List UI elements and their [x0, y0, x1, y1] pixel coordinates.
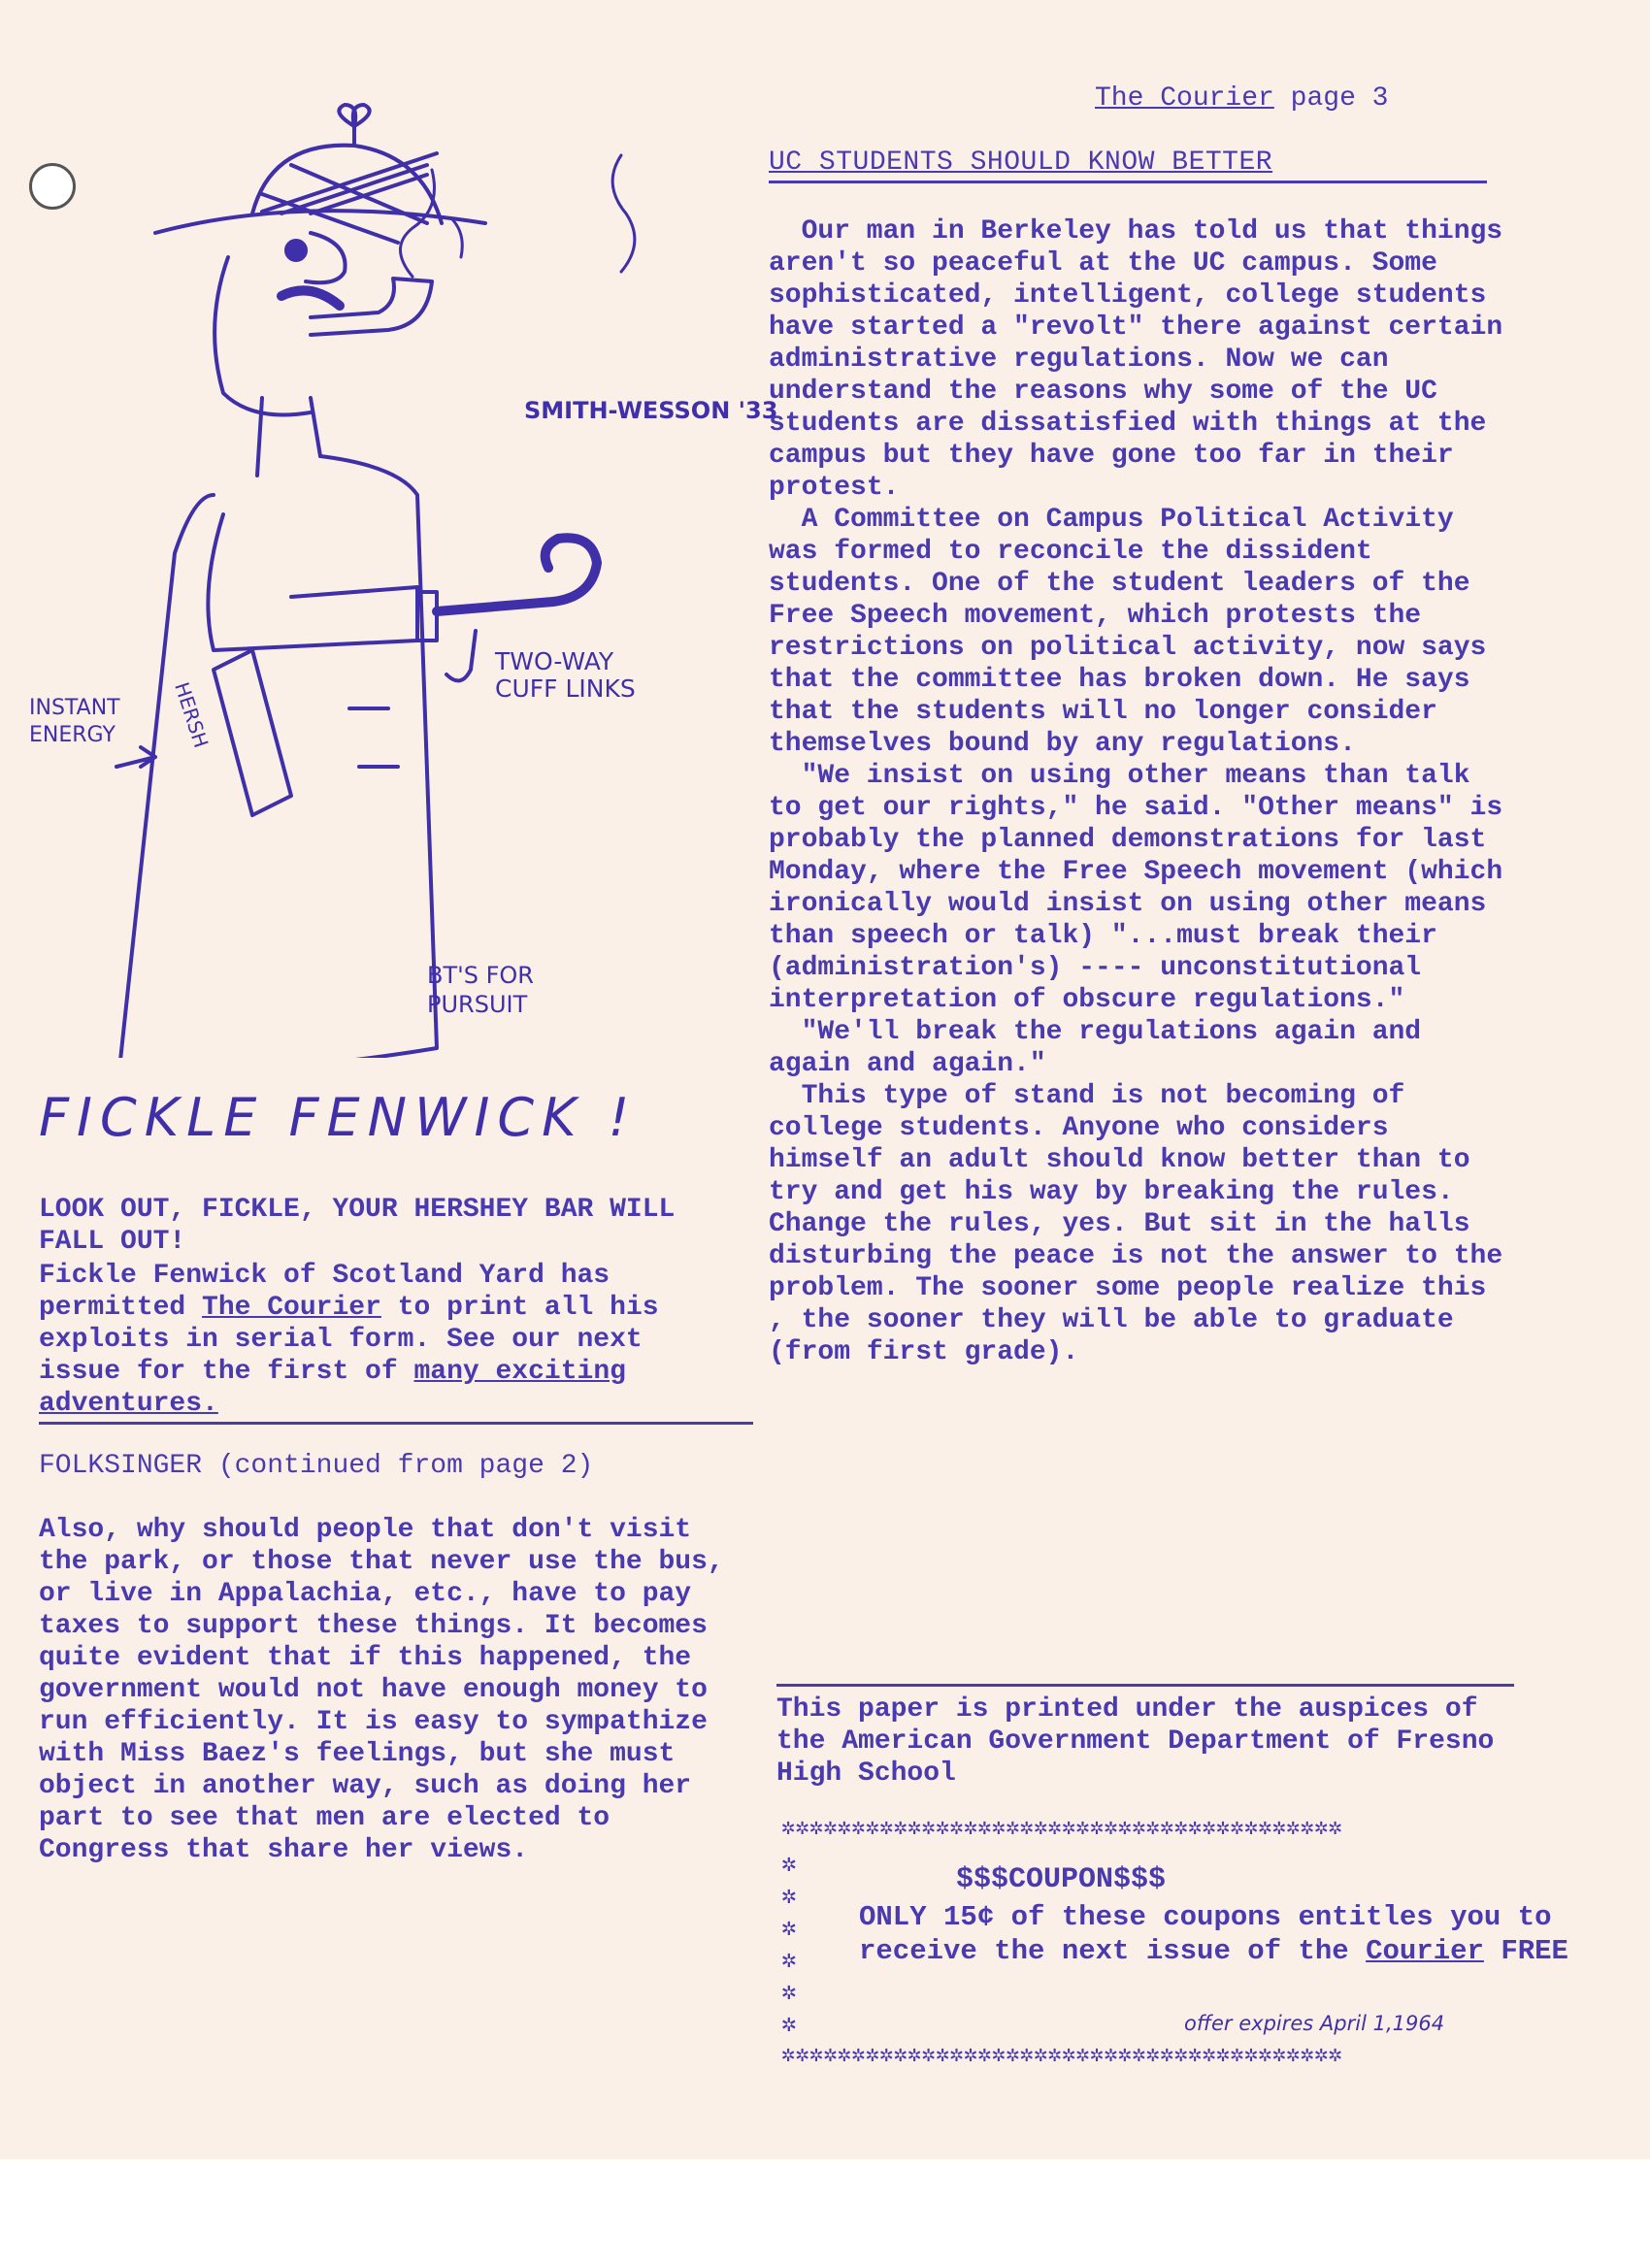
paper-title: The Courier [1095, 83, 1274, 114]
fenwick-warning: LOOK OUT, FICKLE, YOUR HERSHEY BAR WILL FALL OUT! [39, 1195, 676, 1257]
article-paragraph: "We'll break the regulations again and again and again." [769, 1017, 1422, 1079]
coupon-border-bottom: ✲✲✲✲✲✲✲✲✲✲✲✲✲✲✲✲✲✲✲✲✲✲✲✲✲✲✲✲✲✲✲✲✲✲✲✲✲✲✲✲ [781, 2043, 1342, 2069]
article-paragraph: Our man in Berkeley has told us that things aren't so peaceful at the UC campus. Some sophisticated, intelligent, college students have started a "revolt" there against certain administrative regulations. Now we can understand the reasons why some of the UC students are dissatisfied with things at the campus but they have gone too far in their protest. [769, 216, 1503, 503]
coupon-text-start: ONLY 15¢ of these coupons entitles you to receive the next issue of the [859, 1901, 1552, 1967]
coupon-expiry: offer expires April 1,1964 [1184, 2012, 1445, 2035]
coupon-courier: Courier [1366, 1935, 1484, 1967]
article-body [769, 215, 1516, 1368]
printing-credit: This paper is printed under the auspices of the American Government Department of Fresno High School [776, 1694, 1495, 1789]
hersh-bar-label: HERSH [170, 679, 214, 751]
fenwick-blurb-start: Fickle Fenwick of Scotland Yard has permitted [39, 1261, 610, 1323]
scan-margin [0, 2159, 1650, 2268]
article-headline: UC STUDENTS SHOULD KNOW BETTER [769, 148, 1273, 178]
headline-rule [769, 181, 1487, 183]
coupon-text-end: FREE [1501, 1935, 1568, 1967]
credit-rule [776, 1684, 1514, 1687]
cuff-links-label: TWO-WAY CUFF LINKS [495, 647, 636, 703]
divider [39, 1422, 753, 1425]
coupon-border-left: ✲ ✲ ✲ ✲ ✲ ✲ [781, 1850, 797, 2039]
article-paragraph: This type of stand is not becoming of college students. Anyone who considers himself an adult should know better than to try and get his way by breaking the rules. Change the rules, yes. But sit in the halls disturbing the peace is not the answer to the problem. The sooner some people realize this , the sooner they will be able to graduate (from first grade). [769, 1081, 1503, 1367]
article-paragraph: "We insist on using other means than talk to get our rights," he said. "Other means" is probably the planned demonstrations for last Monday, where the Free Speech movement (which ironically would insist on using other means than speech or talk) "...must break their (administration's) ---- unconstitutional interpretation of obscure regulations." [769, 761, 1503, 1015]
courier-name: The Courier [202, 1293, 381, 1323]
fickle-fenwick-title: FICKLE FENWICK ! [39, 1087, 638, 1148]
article-paragraph: A Committee on Campus Political Activity was formed to reconcile the dissident students. One of the student leaders of the Free Speech movement, which protests the restrictions on political activity, now says that the committee has broken down. He says that the students will no longer consider themselves bound by any regulations. [769, 505, 1487, 759]
coupon-border-top: ✲✲✲✲✲✲✲✲✲✲✲✲✲✲✲✲✲✲✲✲✲✲✲✲✲✲✲✲✲✲✲✲✲✲✲✲✲✲✲✲ [781, 1816, 1342, 1842]
coupon-title: $$$COUPON$$$ [956, 1863, 1167, 1896]
page-header [1095, 83, 1388, 114]
smith-wesson-label: SMITH-WESSON '33 [524, 397, 778, 424]
fenwick-blurb-middle: to print all his exploits in serial form. See our next issue for the first of [39, 1293, 659, 1387]
fenwick-blurb [39, 1260, 738, 1420]
coupon-text [859, 1900, 1577, 1968]
page-number: page 3 [1290, 83, 1389, 114]
folksinger-heading: FOLKSINGER (continued from page 2) [39, 1451, 594, 1481]
folksinger-text: Also, why should people that don't visit the park, or those that never use the bus, or live in Appalachia, etc., have to pay taxes to support these things. It becomes quite evident that if this happened, the government would not have enough money to run efficiently. It is easy to sympathize with Miss Baez's feelings, but she must object in another way, such as doing her part to see that men are elected to Congress that share her views. [39, 1515, 724, 1865]
fenwick-blurb-end: many exciting adventures. [39, 1357, 626, 1419]
fickle-fenwick-cartoon [19, 87, 718, 1058]
instant-energy-label: INSTANT ENERGY [29, 696, 120, 747]
shoes-label: BT'S FOR PURSUIT [427, 962, 534, 1018]
